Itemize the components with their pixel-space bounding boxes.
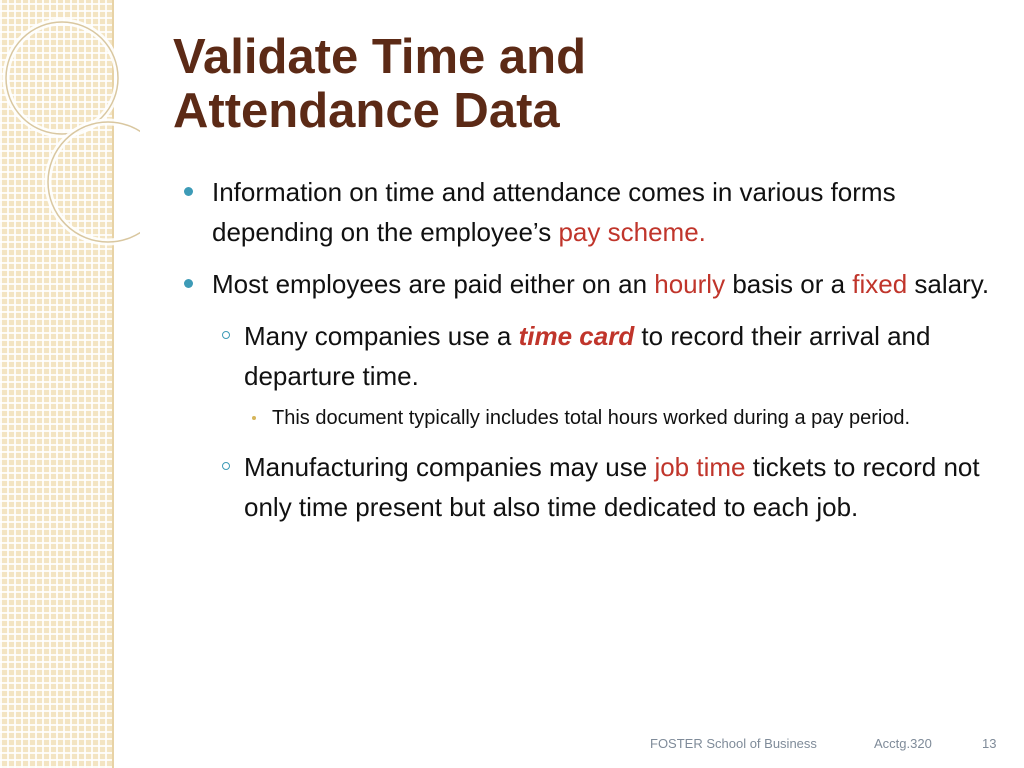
small-dot-bullet-icon [252, 416, 256, 420]
highlight-time-card: time card [518, 321, 635, 351]
subsubbullet-total-hours [180, 402, 1000, 435]
footer-course: Acctg.320 [874, 736, 932, 751]
slide-title [173, 30, 973, 138]
highlight-job-time: job time [654, 452, 746, 482]
highlight-fixed: fixed [852, 269, 908, 299]
bullet-dot-icon [184, 187, 193, 196]
footer-page-number: 13 [982, 736, 997, 751]
bullet-text: to record their arrival and departure time. [244, 321, 931, 391]
slide-content [180, 172, 1000, 533]
bullet-text: Manufacturing companies may use [244, 452, 655, 482]
bullet-text: Information on time and attendance comes in various forms depending on the employee’s [212, 177, 896, 247]
bullet-text: Most employees are paid either on an [212, 269, 655, 299]
subbullet-time-card [180, 316, 1000, 396]
bullet-pay-scheme [180, 172, 1000, 252]
title-line-1: Validate Time and [173, 30, 587, 84]
decorative-circles [0, 0, 140, 260]
bullet-hourly-fixed [180, 264, 1000, 304]
bullet-text: This document typically includes total hours worked during a pay period. [272, 407, 911, 429]
bullet-text: salary. [907, 269, 990, 299]
bullet-text: Many companies use a [244, 321, 519, 351]
hollow-circle-bullet-icon [222, 331, 230, 339]
highlight-hourly: hourly [654, 269, 726, 299]
bullet-dot-icon [184, 279, 193, 288]
highlight-pay-scheme: pay scheme. [558, 217, 706, 247]
bullet-text: tickets to record not only time present but also time dedicated to each job. [244, 452, 980, 522]
subbullet-job-time-tickets [180, 447, 1000, 527]
hollow-circle-bullet-icon [222, 462, 230, 470]
bullet-text: basis or a [725, 269, 853, 299]
footer-school: FOSTER School of Business [650, 736, 817, 751]
title-line-2: Attendance Data [173, 84, 560, 138]
